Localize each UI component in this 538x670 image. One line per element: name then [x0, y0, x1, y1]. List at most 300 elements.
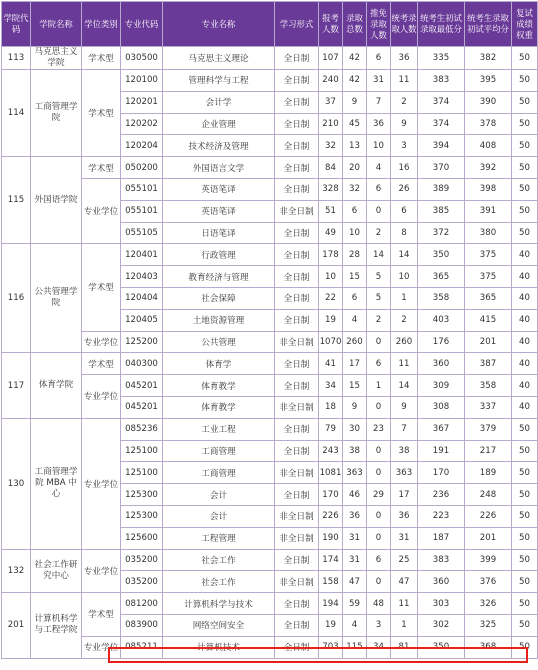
- table-cell: 0: [367, 200, 391, 222]
- table-cell: 0: [367, 440, 391, 462]
- table-cell: 全日制: [275, 484, 319, 506]
- table-cell: 358: [418, 287, 465, 309]
- table-cell: 50: [512, 135, 538, 157]
- table-cell: 工商管理: [163, 440, 275, 462]
- table-cell: 6: [391, 200, 418, 222]
- table-cell: 1: [391, 614, 418, 636]
- table-cell: 11: [391, 593, 418, 615]
- table-cell: 379: [465, 418, 512, 440]
- table-cell: 6: [367, 47, 391, 70]
- table-cell: 10: [367, 135, 391, 157]
- table-row: [2, 331, 538, 353]
- table-cell: 226: [319, 505, 343, 527]
- table-cell: 260: [343, 331, 367, 353]
- table-cell: 行政管理: [163, 244, 275, 266]
- school-code-cell: 201: [2, 593, 31, 658]
- table-cell: 40: [512, 353, 538, 375]
- table-cell: 36: [391, 47, 418, 70]
- table-cell: 全日制: [275, 418, 319, 440]
- table-cell: 4: [343, 614, 367, 636]
- school-code-cell: 116: [2, 244, 31, 353]
- table-cell: 8: [391, 222, 418, 244]
- table-cell: 47: [343, 571, 367, 593]
- table-cell: 398: [465, 178, 512, 200]
- school-code-cell: 114: [2, 70, 31, 157]
- col-header: 复试成绩权重: [512, 2, 538, 47]
- table-cell: 170: [319, 484, 343, 506]
- table-cell: 50: [512, 70, 538, 92]
- table-cell: 392: [465, 157, 512, 179]
- table-cell: 40: [512, 375, 538, 397]
- table-cell: 223: [418, 505, 465, 527]
- table-cell: 201: [465, 331, 512, 353]
- table-cell: 335: [418, 47, 465, 70]
- table-cell: 360: [418, 571, 465, 593]
- table-cell: 226: [465, 505, 512, 527]
- table-cell: 34: [367, 636, 391, 658]
- table-cell: 6: [367, 549, 391, 571]
- table-cell: 081200: [121, 593, 163, 615]
- table-cell: 36: [343, 505, 367, 527]
- school-name-cell: 工商管理学院 MBA 中心: [31, 418, 82, 549]
- table-cell: 030500: [121, 47, 163, 70]
- table-cell: 42: [343, 47, 367, 70]
- degree-type-cell: 学术型: [82, 353, 121, 375]
- table-cell: 50: [512, 222, 538, 244]
- table-cell: 29: [367, 484, 391, 506]
- table-cell: 394: [418, 135, 465, 157]
- table-cell: 107: [319, 47, 343, 70]
- table-cell: 372: [418, 222, 465, 244]
- table-cell: 非全日制: [275, 571, 319, 593]
- table-cell: 055101: [121, 178, 163, 200]
- table-cell: 31: [391, 527, 418, 549]
- table-cell: 26: [391, 178, 418, 200]
- table-cell: 40: [512, 244, 538, 266]
- table-cell: 社会工作: [163, 571, 275, 593]
- table-cell: 50: [512, 462, 538, 484]
- table-cell: 217: [465, 440, 512, 462]
- table-cell: 350: [418, 244, 465, 266]
- table-cell: 0: [367, 396, 391, 418]
- table-cell: 18: [319, 396, 343, 418]
- table-cell: 302: [418, 614, 465, 636]
- col-header: 统考录取人数: [391, 2, 418, 47]
- table-cell: 全日制: [275, 135, 319, 157]
- table-row: [2, 375, 538, 397]
- table-cell: 350: [418, 636, 465, 658]
- table-cell: 370: [418, 157, 465, 179]
- table-cell: 120404: [121, 287, 163, 309]
- col-header: 专业代码: [121, 2, 163, 47]
- table-cell: 全日制: [275, 287, 319, 309]
- table-cell: 170: [418, 462, 465, 484]
- table-cell: 190: [319, 527, 343, 549]
- table-cell: 40: [512, 309, 538, 331]
- table-cell: 2: [391, 309, 418, 331]
- table-cell: 187: [418, 527, 465, 549]
- table-cell: 035200: [121, 549, 163, 571]
- table-cell: 6: [367, 353, 391, 375]
- school-name-cell: 体育学院: [31, 353, 82, 418]
- table-cell: 51: [319, 200, 343, 222]
- table-cell: 全日制: [275, 353, 319, 375]
- admission-table: [1, 1, 538, 659]
- table-cell: 6: [343, 200, 367, 222]
- degree-type-cell: 专业学位: [82, 549, 121, 593]
- table-cell: 25: [391, 549, 418, 571]
- table-row: [2, 157, 538, 179]
- table-cell: 全日制: [275, 244, 319, 266]
- table-cell: 10: [319, 266, 343, 288]
- table-cell: 375: [465, 266, 512, 288]
- table-cell: 45: [343, 113, 367, 135]
- table-cell: 36: [391, 505, 418, 527]
- table-cell: 125300: [121, 505, 163, 527]
- table-cell: 48: [367, 593, 391, 615]
- table-cell: 会计学: [163, 91, 275, 113]
- table-cell: 083900: [121, 614, 163, 636]
- table-cell: 40: [512, 331, 538, 353]
- table-cell: 363: [391, 462, 418, 484]
- table-cell: 土地资源管理: [163, 309, 275, 331]
- table-cell: 50: [512, 157, 538, 179]
- table-cell: 390: [465, 91, 512, 113]
- table-cell: 3: [391, 135, 418, 157]
- table-cell: 14: [391, 244, 418, 266]
- table-cell: 125100: [121, 462, 163, 484]
- table-cell: 全日制: [275, 178, 319, 200]
- table-cell: 055101: [121, 200, 163, 222]
- table-cell: 17: [391, 484, 418, 506]
- table-body: [2, 47, 538, 659]
- table-cell: 328: [319, 178, 343, 200]
- school-code-cell: 130: [2, 418, 31, 549]
- table-cell: 0: [367, 505, 391, 527]
- table-cell: 42: [343, 70, 367, 92]
- table-cell: 50: [512, 527, 538, 549]
- table-cell: 085236: [121, 418, 163, 440]
- table-cell: 全日制: [275, 91, 319, 113]
- table-cell: 管理科学与工程: [163, 70, 275, 92]
- degree-type-cell: 专业学位: [82, 418, 121, 549]
- table-cell: 全日制: [275, 157, 319, 179]
- table-cell: 40: [512, 396, 538, 418]
- table-cell: 367: [418, 418, 465, 440]
- col-header: 专业名称: [163, 2, 275, 47]
- table-row: [2, 418, 538, 440]
- table-cell: 全日制: [275, 440, 319, 462]
- degree-type-cell: 学术型: [82, 244, 121, 331]
- school-name-cell: 外国语学院: [31, 157, 82, 244]
- table-cell: 374: [418, 91, 465, 113]
- table-cell: 120100: [121, 70, 163, 92]
- table-cell: 50: [512, 91, 538, 113]
- school-code-cell: 113: [2, 47, 31, 70]
- table-cell: 358: [465, 375, 512, 397]
- degree-type-cell: 专业学位: [82, 375, 121, 419]
- table-row: [2, 636, 538, 658]
- table-cell: 马克思主义理论: [163, 47, 275, 70]
- table-cell: 120204: [121, 135, 163, 157]
- table-row: [2, 549, 538, 571]
- table-cell: 158: [319, 571, 343, 593]
- school-code-cell: 132: [2, 549, 31, 593]
- table-cell: 375: [465, 244, 512, 266]
- table-cell: 382: [465, 47, 512, 70]
- table-cell: 2: [367, 222, 391, 244]
- table-cell: 0: [367, 462, 391, 484]
- table-cell: 20: [343, 157, 367, 179]
- col-header: 报考人数: [319, 2, 343, 47]
- table-cell: 201: [465, 527, 512, 549]
- table-cell: 50: [512, 418, 538, 440]
- table-cell: 115: [343, 636, 367, 658]
- table-cell: 1070: [319, 331, 343, 353]
- header-row: [2, 2, 538, 47]
- table-cell: 10: [391, 266, 418, 288]
- table-cell: 243: [319, 440, 343, 462]
- table-cell: 337: [465, 396, 512, 418]
- col-header: 学习形式: [275, 2, 319, 47]
- table-cell: 125300: [121, 484, 163, 506]
- table-cell: 全日制: [275, 375, 319, 397]
- table-cell: 22: [319, 287, 343, 309]
- table-cell: 391: [465, 200, 512, 222]
- table-cell: 全日制: [275, 549, 319, 571]
- table-cell: 全日制: [275, 309, 319, 331]
- table-cell: 11: [391, 70, 418, 92]
- school-code-cell: 117: [2, 353, 31, 418]
- table-cell: 31: [343, 527, 367, 549]
- table-cell: 045201: [121, 375, 163, 397]
- table-cell: 9: [391, 113, 418, 135]
- table-cell: 399: [465, 549, 512, 571]
- table-cell: 11: [391, 353, 418, 375]
- table-cell: 32: [343, 178, 367, 200]
- table-cell: 408: [465, 135, 512, 157]
- table-cell: 50: [512, 636, 538, 658]
- table-cell: 085211: [121, 636, 163, 658]
- table-cell: 7: [367, 91, 391, 113]
- degree-type-cell: 学术型: [82, 593, 121, 637]
- table-cell: 全日制: [275, 70, 319, 92]
- col-header: 学院代码: [2, 2, 31, 47]
- table-cell: 50: [512, 549, 538, 571]
- table-cell: 120405: [121, 309, 163, 331]
- table-cell: 4: [367, 157, 391, 179]
- col-header: 录取总数: [343, 2, 367, 47]
- table-cell: 176: [418, 331, 465, 353]
- table-cell: 全日制: [275, 222, 319, 244]
- table-cell: 31: [343, 549, 367, 571]
- table-cell: 50: [512, 593, 538, 615]
- table-cell: 4: [343, 309, 367, 331]
- table-cell: 0: [367, 331, 391, 353]
- table-cell: 191: [418, 440, 465, 462]
- degree-type-cell: 学术型: [82, 47, 121, 70]
- table-cell: 计算机科学与技术: [163, 593, 275, 615]
- table-cell: 703: [319, 636, 343, 658]
- table-cell: 19: [319, 309, 343, 331]
- school-name-cell: 马克思主义学院: [31, 47, 82, 70]
- table-row: [2, 593, 538, 615]
- table-cell: 9: [391, 396, 418, 418]
- table-cell: 50: [512, 47, 538, 70]
- table-cell: 9: [343, 91, 367, 113]
- table-cell: 389: [418, 178, 465, 200]
- table-cell: 403: [418, 309, 465, 331]
- degree-type-cell: 专业学位: [82, 636, 121, 658]
- table-cell: 40: [512, 266, 538, 288]
- table-cell: 325: [465, 614, 512, 636]
- table-cell: 英语笔译: [163, 200, 275, 222]
- table-cell: 260: [391, 331, 418, 353]
- table-cell: 125600: [121, 527, 163, 549]
- table-cell: 376: [465, 571, 512, 593]
- table-cell: 365: [418, 266, 465, 288]
- table-row: [2, 353, 538, 375]
- school-name-cell: 社会工作研究中心: [31, 549, 82, 593]
- table-cell: 37: [319, 91, 343, 113]
- table-cell: 非全日制: [275, 396, 319, 418]
- table-cell: 计算机技术: [163, 636, 275, 658]
- table-cell: 236: [418, 484, 465, 506]
- table-cell: 59: [343, 593, 367, 615]
- table-cell: 120202: [121, 113, 163, 135]
- table-cell: 工商管理: [163, 462, 275, 484]
- table-cell: 19: [319, 614, 343, 636]
- table-cell: 32: [319, 135, 343, 157]
- table-cell: 50: [512, 505, 538, 527]
- table-cell: 38: [391, 440, 418, 462]
- table-cell: 194: [319, 593, 343, 615]
- table-cell: 10: [343, 222, 367, 244]
- table-cell: 120403: [121, 266, 163, 288]
- table-cell: 374: [418, 113, 465, 135]
- table-cell: 全日制: [275, 47, 319, 70]
- table-cell: 全日制: [275, 113, 319, 135]
- table-cell: 50: [512, 200, 538, 222]
- table-cell: 非全日制: [275, 505, 319, 527]
- table-cell: 3: [367, 614, 391, 636]
- table-cell: 非全日制: [275, 527, 319, 549]
- table-cell: 体育学: [163, 353, 275, 375]
- table-cell: 189: [465, 462, 512, 484]
- table-cell: 50: [512, 484, 538, 506]
- table-cell: 2: [391, 91, 418, 113]
- table-cell: 14: [367, 244, 391, 266]
- table-cell: 50: [512, 571, 538, 593]
- table-cell: 383: [418, 549, 465, 571]
- table-cell: 125200: [121, 331, 163, 353]
- table-cell: 368: [465, 636, 512, 658]
- table-cell: 360: [418, 353, 465, 375]
- table-cell: 英语笔译: [163, 178, 275, 200]
- table-cell: 5: [367, 287, 391, 309]
- table-cell: 1081: [319, 462, 343, 484]
- table-cell: 9: [343, 396, 367, 418]
- table-cell: 全日制: [275, 266, 319, 288]
- table-cell: 38: [343, 440, 367, 462]
- table-cell: 309: [418, 375, 465, 397]
- table-cell: 41: [319, 353, 343, 375]
- table-cell: 全日制: [275, 593, 319, 615]
- table-cell: 0: [367, 527, 391, 549]
- table-cell: 303: [418, 593, 465, 615]
- table-cell: 050200: [121, 157, 163, 179]
- table-cell: 49: [319, 222, 343, 244]
- table-cell: 15: [343, 266, 367, 288]
- table-cell: 技术经济及管理: [163, 135, 275, 157]
- table-cell: 17: [343, 353, 367, 375]
- table-cell: 体育教学: [163, 375, 275, 397]
- table-cell: 非全日制: [275, 462, 319, 484]
- table-cell: 47: [391, 571, 418, 593]
- table-cell: 125100: [121, 440, 163, 462]
- table-cell: 120201: [121, 91, 163, 113]
- table-cell: 50: [512, 440, 538, 462]
- table-cell: 全日制: [275, 636, 319, 658]
- col-header: 学位类别: [82, 2, 121, 47]
- table-cell: 5: [367, 266, 391, 288]
- table-cell: 040300: [121, 353, 163, 375]
- table-cell: 社会保障: [163, 287, 275, 309]
- table-cell: 378: [465, 113, 512, 135]
- table-cell: 7: [391, 418, 418, 440]
- table-cell: 055105: [121, 222, 163, 244]
- table-cell: 全日制: [275, 614, 319, 636]
- table-cell: 日语笔译: [163, 222, 275, 244]
- degree-type-cell: 学术型: [82, 70, 121, 157]
- table-cell: 46: [343, 484, 367, 506]
- table-cell: 6: [367, 178, 391, 200]
- table-cell: 2: [367, 309, 391, 331]
- table-cell: 40: [512, 287, 538, 309]
- table-cell: 34: [319, 375, 343, 397]
- table-cell: 120401: [121, 244, 163, 266]
- table-cell: 84: [319, 157, 343, 179]
- table-cell: 178: [319, 244, 343, 266]
- table-cell: 248: [465, 484, 512, 506]
- table-cell: 31: [367, 70, 391, 92]
- table-cell: 174: [319, 549, 343, 571]
- col-header: 统考生初试录取最低分: [418, 2, 465, 47]
- school-code-cell: 115: [2, 157, 31, 244]
- table-cell: 50: [512, 178, 538, 200]
- table-row: [2, 47, 538, 70]
- degree-type-cell: 专业学位: [82, 331, 121, 353]
- school-name-cell: 工商管理学院: [31, 70, 82, 157]
- table-cell: 非全日制: [275, 331, 319, 353]
- table-cell: 383: [418, 70, 465, 92]
- table-cell: 395: [465, 70, 512, 92]
- table-cell: 16: [391, 157, 418, 179]
- table-cell: 23: [367, 418, 391, 440]
- table-cell: 50: [512, 614, 538, 636]
- table-row: [2, 70, 538, 92]
- degree-type-cell: 学术型: [82, 157, 121, 179]
- table-cell: 326: [465, 593, 512, 615]
- table-cell: 36: [367, 113, 391, 135]
- table-cell: 教育经济与管理: [163, 266, 275, 288]
- table-cell: 会计: [163, 505, 275, 527]
- table-cell: 1: [367, 375, 391, 397]
- table-row: [2, 178, 538, 200]
- table-row: [2, 244, 538, 266]
- table-cell: 外国语言文学: [163, 157, 275, 179]
- table-cell: 363: [343, 462, 367, 484]
